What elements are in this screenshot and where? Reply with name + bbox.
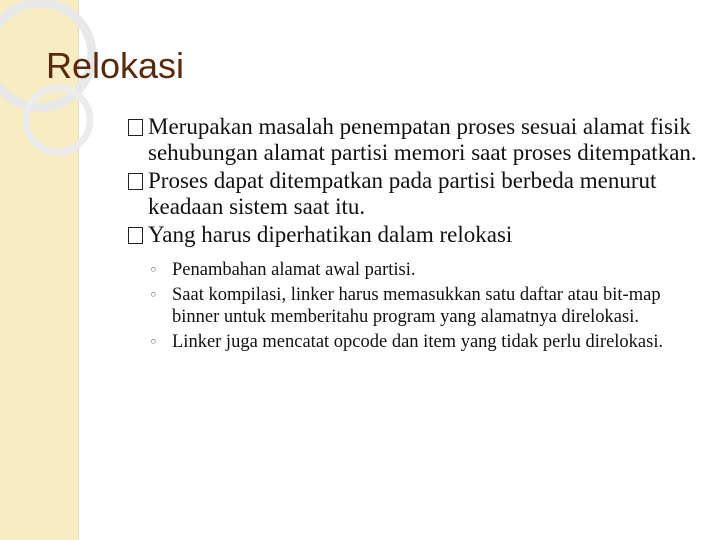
bullet-item [128, 222, 698, 248]
ring-small [26, 88, 90, 152]
sub-bullet-item [128, 284, 698, 328]
bullet-text: Merupakan masalah penempatan proses sesuai alamat fisik sehubungan alamat partisi memori saat proses ditempatkan. [148, 114, 697, 165]
sub-bullet-text: Linker juga mencatat opcode dan item yang tidak perlu direlokasi. [172, 332, 664, 352]
sub-bullet-text: Saat kompilasi, linker harus memasukkan satu daftar atau bit-map binner untuk memberitahu program yang alamatnya direlokasi. [172, 285, 661, 327]
bullet-text: Yang harus diperhatikan dalam relokasi [148, 222, 513, 247]
bullet-item [128, 114, 698, 166]
circle-bullet-icon: ◦ [149, 286, 158, 304]
bullet-text: Proses dapat ditempatkan pada partisi berbeda menurut keadaan sistem saat itu. [148, 168, 657, 219]
circle-bullet-icon: ◦ [149, 333, 158, 351]
box-bullet-icon [128, 173, 143, 190]
sub-bullet-item [128, 259, 698, 281]
slide-title: Relokasi [46, 45, 185, 86]
box-bullet-icon [128, 227, 143, 244]
sub-bullet-text: Penambahan alamat awal partisi. [172, 260, 416, 280]
sub-bullet-item [128, 331, 698, 353]
box-bullet-icon [128, 119, 143, 136]
circle-bullet-icon: ◦ [149, 261, 158, 279]
bullet-item [128, 168, 698, 220]
slide-content [128, 114, 698, 356]
